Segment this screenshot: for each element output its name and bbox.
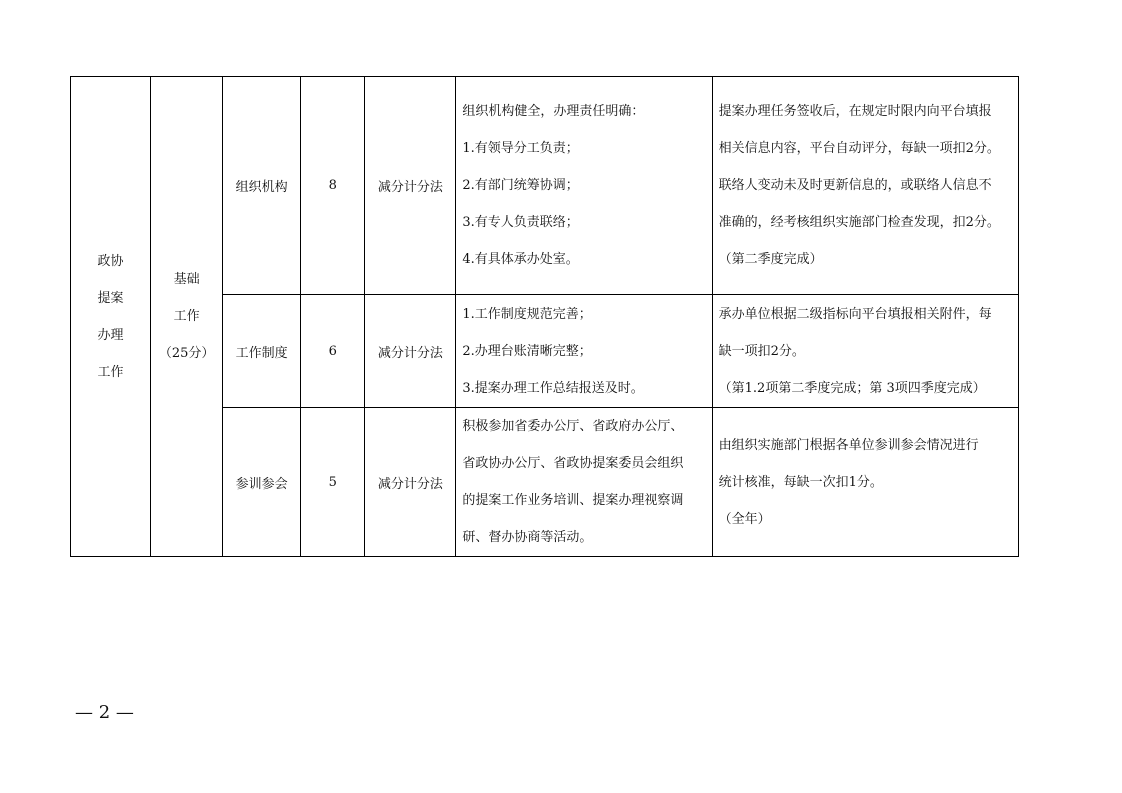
requirement-line: 2.办理台账清晰完整；: [462, 343, 592, 359]
category-line: 办理: [97, 327, 124, 343]
scoring-notes-cell: [712, 408, 1018, 557]
category-line: 政协: [97, 253, 124, 269]
scoring-method: 减分计分法: [365, 295, 456, 408]
sub-category-line: （25分）: [158, 346, 215, 361]
requirement-line: 3.提案办理工作总结报送及时。: [462, 380, 644, 396]
note-line: 统计核准，每缺一次扣1分。: [718, 474, 883, 490]
sub-category-line: 基础: [173, 272, 200, 287]
note-line: （第1.2项第二季度完成；第 3项四季度完成）: [718, 380, 986, 396]
item-score: 8: [301, 77, 365, 295]
sub-category-line: 工作: [173, 309, 200, 324]
category-line: 提案: [97, 290, 124, 306]
requirements-cell: [456, 295, 712, 408]
requirement-line: 的提案工作业务培训、提案办理视察调: [462, 493, 684, 508]
scoring-method: 减分计分法: [365, 77, 456, 295]
note-line: 相关信息内容，平台自动评分，每缺一项扣2分。: [718, 141, 1000, 156]
requirement-line: 1.工作制度规范完善；: [462, 306, 592, 322]
note-line: （全年）: [718, 511, 771, 527]
requirement-line: 1.有领导分工负责；: [462, 141, 579, 156]
note-line: 准确的，经考核组织实施部门检查发现，扣2分。: [718, 215, 1000, 230]
requirement-line: 2.有部门统筹协调；: [462, 178, 579, 193]
requirement-line: 研、督办协商等活动。: [462, 530, 593, 545]
note-line: 由组织实施部门根据各单位参训参会情况进行: [718, 437, 979, 453]
item-score: 5: [301, 408, 365, 557]
assessment-table: [70, 76, 1019, 557]
note-line: 提案办理任务签收后，在规定时限内向平台填报: [718, 104, 992, 119]
requirement-line: 组织机构健全，办理责任明确：: [462, 104, 645, 119]
item-score: 6: [301, 295, 365, 408]
note-line: （第二季度完成）: [718, 252, 823, 267]
item-name: 组织机构: [223, 77, 301, 295]
requirement-line: 积极参加省委办公厅、省政府办公厅、: [462, 419, 684, 434]
category-cell: [71, 77, 151, 557]
requirement-line: 4.有具体承办处室。: [462, 252, 579, 267]
item-name: 参训参会: [223, 408, 301, 557]
scoring-method: 减分计分法: [365, 408, 456, 557]
scoring-notes-cell: [712, 295, 1018, 408]
note-line: 联络人变动未及时更新信息的，或联络人信息不: [718, 178, 992, 193]
page-number: — 2 —: [75, 702, 134, 723]
scoring-notes-cell: [712, 77, 1018, 295]
requirement-line: 省政协办公厅、省政协提案委员会组织: [462, 456, 684, 471]
sub-category-cell: [151, 77, 223, 557]
requirements-cell: [456, 77, 712, 295]
requirements-cell: [456, 408, 712, 557]
requirement-line: 3.有专人负责联络；: [462, 215, 579, 230]
table-row: [71, 77, 1019, 295]
note-line: 缺一项扣2分。: [718, 343, 805, 359]
note-line: 承办单位根据二级指标向平台填报相关附件，每: [718, 306, 992, 322]
item-name: 工作制度: [223, 295, 301, 408]
category-line: 工作: [97, 364, 124, 380]
